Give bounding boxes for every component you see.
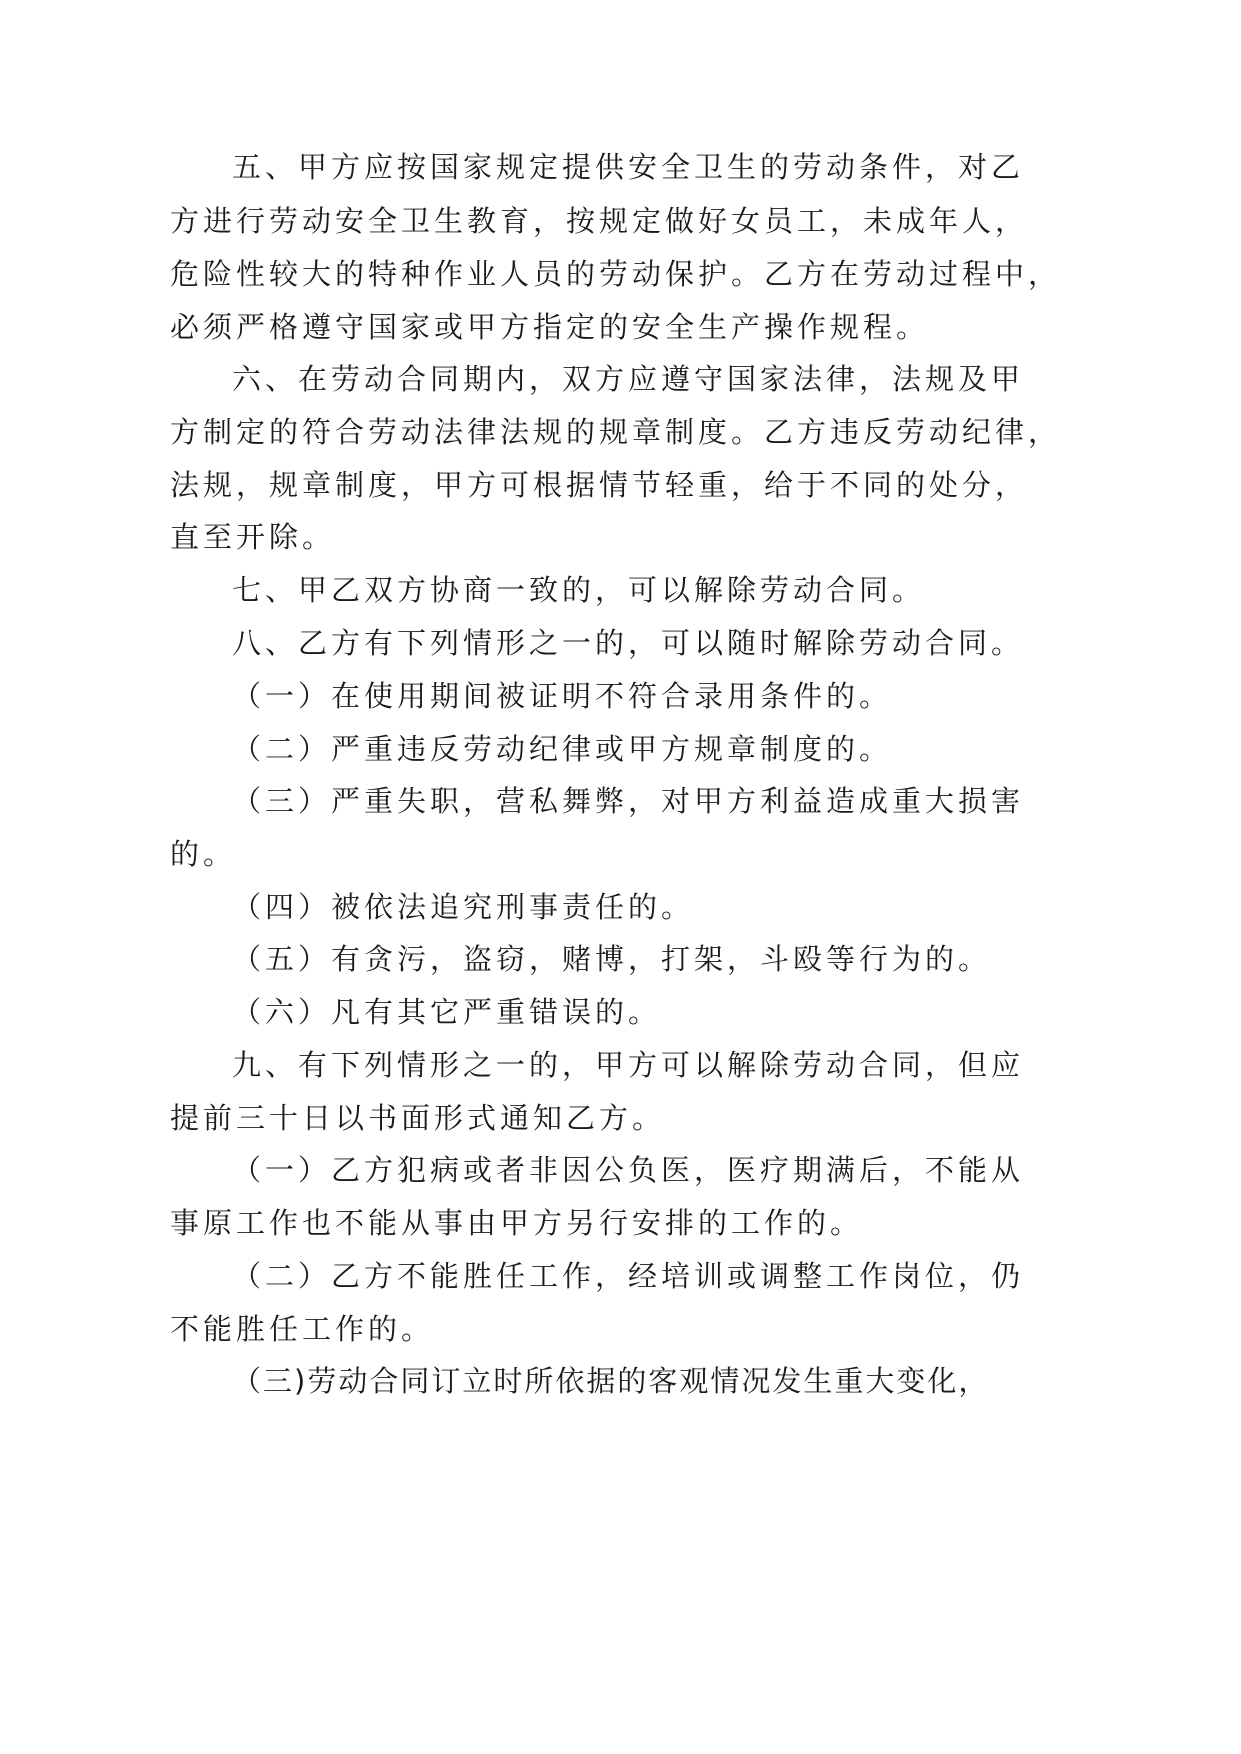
text-line: 危险性较大的特种作业人员的劳动保护。乙方在劳动过程中， (170, 257, 1062, 291)
text-line: （二）乙方不能胜任工作，经培训或调整工作岗位，仍 (232, 1259, 1025, 1293)
text-line: 不能胜任工作的。 (170, 1312, 435, 1346)
text-line: （三）严重失职，营私舞弊，对甲方利益造成重大损害 (232, 784, 1025, 818)
text-line: （一）乙方犯病或者非因公负医，医疗期满后，不能从 (232, 1153, 1025, 1187)
text-line: 方制定的符合劳动法律法规的规章制度。乙方违反劳动纪律， (170, 415, 1062, 449)
text-line: （五）有贪污，盗窃，赌博，打架，斗殴等行为的。 (232, 942, 992, 976)
text-line: 方进行劳动安全卫生教育，按规定做好女员工，未成年人， (170, 204, 1029, 238)
text-line: （二）严重违反劳动纪律或甲方规章制度的。 (232, 732, 893, 766)
text-line: 直至开除。 (170, 520, 336, 554)
text-line: （一）在使用期间被证明不符合录用条件的。 (232, 679, 893, 713)
text-line: （四）被依法追究刑事责任的。 (232, 890, 695, 924)
text-line: 八、乙方有下列情形之一的，可以随时解除劳动合同。 (232, 626, 1025, 660)
text-line: （六）凡有其它严重错误的。 (232, 995, 662, 1029)
text-line: 九、有下列情形之一的，甲方可以解除劳动合同，但应 (232, 1048, 1025, 1082)
text-line: 六、在劳动合同期内，双方应遵守国家法律，法规及甲 (232, 362, 1025, 396)
text-line: （三)劳动合同订立时所依据的客观情况发生重大变化， (232, 1364, 990, 1398)
text-line: 的。 (170, 837, 237, 871)
text-line: 七、甲乙双方协商一致的，可以解除劳动合同。 (232, 573, 926, 607)
text-line: 提前三十日以书面形式通知乙方。 (170, 1101, 666, 1135)
text-line: 法规，规章制度，甲方可根据情节轻重，给于不同的处分， (170, 468, 1029, 502)
text-line: 必须严格遵守国家或甲方指定的安全生产操作规程。 (170, 310, 930, 344)
text-line: 五、甲方应按国家规定提供安全卫生的劳动条件，对乙 (232, 150, 1025, 184)
text-line: 事原工作也不能从事由甲方另行安排的工作的。 (170, 1206, 864, 1240)
